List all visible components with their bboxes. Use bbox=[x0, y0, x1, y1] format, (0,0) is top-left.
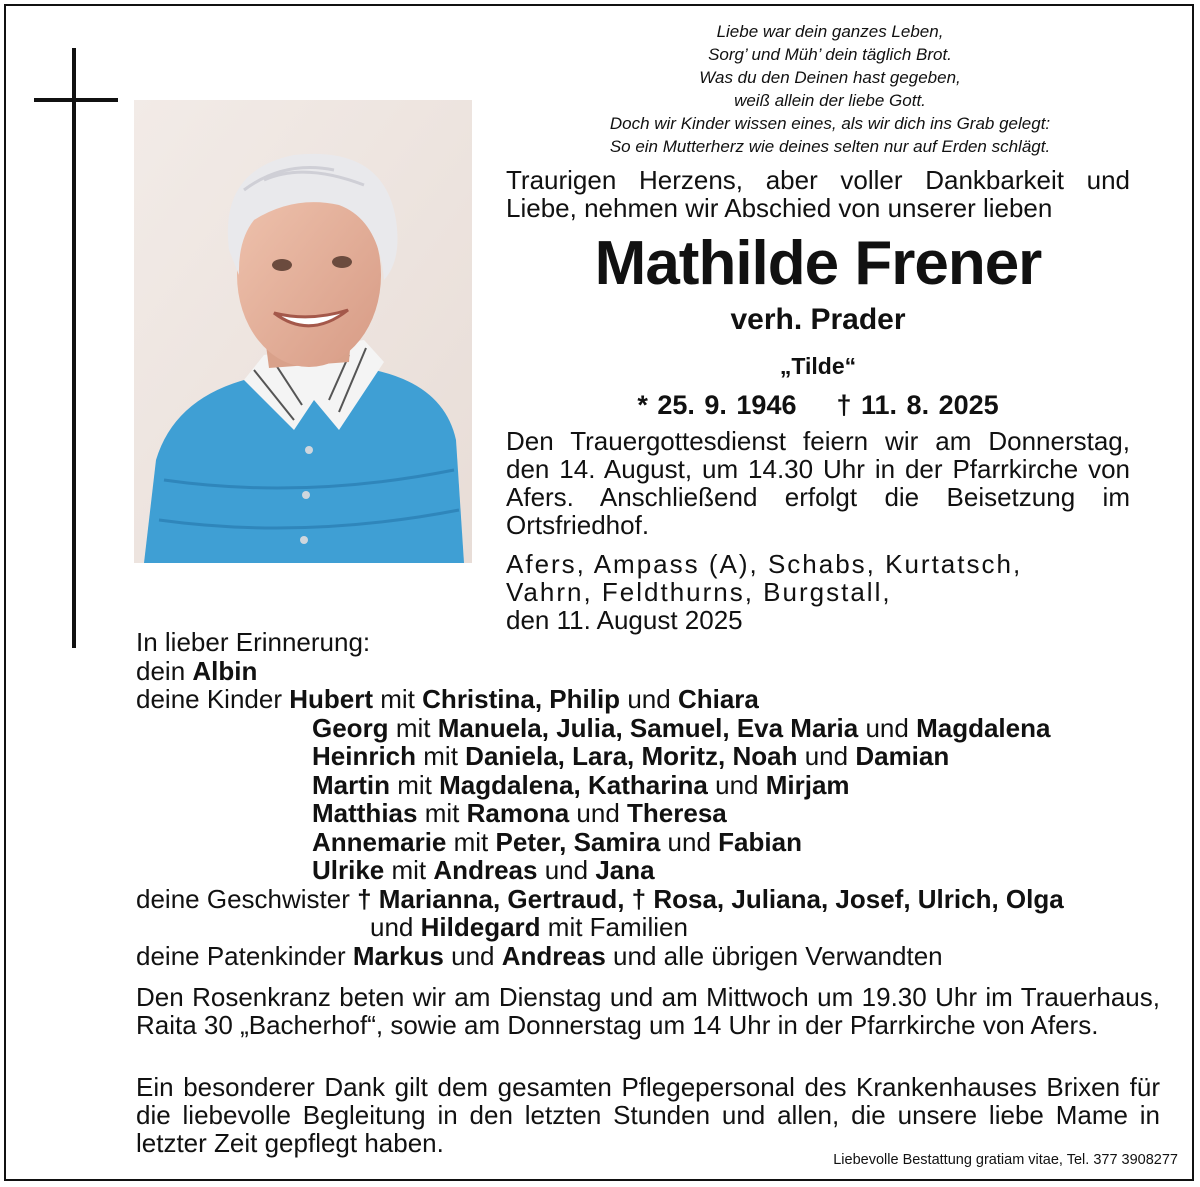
connector: und bbox=[451, 940, 495, 971]
places bbox=[506, 550, 1130, 606]
connector: mit bbox=[380, 684, 415, 714]
birth-date: * 25. 9. 1946 bbox=[637, 390, 797, 420]
intro-text bbox=[506, 166, 1130, 222]
connector: mit bbox=[423, 741, 458, 771]
grandchildren: Daniela, Lara, Moritz, Noah bbox=[465, 741, 798, 771]
grandchild: Magdalena bbox=[916, 712, 1051, 743]
godchild-name: Andreas bbox=[501, 940, 606, 971]
grandchild: Chiara bbox=[677, 684, 759, 714]
child-name: Matthias bbox=[312, 798, 418, 828]
child-name: Heinrich bbox=[312, 741, 417, 771]
siblings-suffix: mit Familien bbox=[547, 912, 688, 942]
grandchildren: Peter, Samira bbox=[495, 826, 661, 857]
rosary-text: Den Rosenkranz beten wir am Dienstag und am Mittwoch um 19.30 Uhr im Trauerhaus, Raita 30 „Bacherhof“, sowie am Donnerstag um 14 Uhr in der Pfarrkirche von Afers. bbox=[136, 982, 1160, 1040]
portrait-photo bbox=[134, 100, 472, 563]
connector: und bbox=[544, 855, 589, 885]
thanks-text: Ein besonderer Dank gilt dem gesamten Pflegepersonal des Krankenhauses Brixen für die liebevolle Begleitung in den letzten Stunden und allen, die unsere liebe Mame in letzter Zeit gepflegt haben. bbox=[136, 1072, 1160, 1158]
children-row bbox=[136, 799, 1166, 828]
cross-icon bbox=[72, 48, 76, 648]
poem bbox=[500, 20, 1160, 158]
grandchildren: Andreas bbox=[433, 855, 538, 885]
child-name: Ulrike bbox=[312, 855, 385, 885]
cross-icon-bar bbox=[34, 98, 118, 102]
death-date: † 11. 8. 2025 bbox=[836, 390, 999, 420]
connector: mit bbox=[395, 712, 431, 743]
connector: und bbox=[804, 741, 849, 771]
child-name: Annemarie bbox=[312, 826, 447, 857]
poem-line: Liebe war dein ganzes Leben, bbox=[716, 22, 944, 41]
child-name: Hubert bbox=[289, 684, 374, 714]
grandchild: Mirjam bbox=[765, 769, 850, 800]
nickname: „Tilde“ bbox=[779, 353, 857, 379]
grandchild: Damian bbox=[855, 741, 950, 771]
connector: mit bbox=[424, 798, 460, 828]
notice-date: den 11. August 2025 bbox=[506, 605, 743, 635]
connector: mit bbox=[397, 769, 432, 800]
poem-line: Was du den Deinen hast gegeben, bbox=[699, 68, 961, 87]
children-row bbox=[136, 771, 1166, 800]
husband-name: Albin bbox=[192, 655, 258, 686]
places-line: Afers, Ampass (A), Schabs, Kurtatsch, bbox=[506, 549, 1023, 579]
connector: und bbox=[370, 912, 414, 942]
connector: und bbox=[627, 684, 671, 714]
deceased-name: Mathilde Frener bbox=[594, 229, 1042, 298]
poem-line: Sorg’ und Müh’ dein täglich Brot. bbox=[708, 45, 952, 64]
grandchildren: Ramona bbox=[466, 798, 570, 828]
husband-prefix: dein bbox=[136, 655, 186, 686]
siblings-row bbox=[136, 913, 1166, 942]
child-name: Georg bbox=[312, 712, 389, 743]
godchildren-prefix: deine Patenkinder bbox=[136, 940, 346, 971]
grandchildren: Christina, Philip bbox=[422, 684, 621, 714]
children-row bbox=[136, 742, 1166, 771]
connector: und bbox=[715, 769, 759, 800]
grandchildren: Magdalena, Katharina bbox=[439, 769, 708, 800]
child-name: Martin bbox=[312, 769, 390, 800]
family-list bbox=[136, 628, 1166, 970]
family-heading: In lieber Erinnerung: bbox=[136, 627, 371, 657]
poem-line: So ein Mutterherz wie deines selten nur auf Erden schlägt. bbox=[609, 137, 1051, 156]
children-row bbox=[136, 828, 1166, 857]
siblings-names: † Marianna, Gertraud, † Rosa, Juliana, Josef, Ulrich, Olga bbox=[357, 883, 1064, 914]
funeral-home-footer: Liebevolle Bestattung gratiam vitae, Tel. 377 3908277 bbox=[833, 1152, 1178, 1168]
children-prefix: deine Kinder bbox=[136, 684, 282, 714]
grandchildren: Manuela, Julia, Samuel, Eva Maria bbox=[437, 712, 859, 743]
places-line: Vahrn, Feldthurns, Burgstall, bbox=[506, 577, 892, 607]
children-row bbox=[136, 685, 1166, 714]
connector: und bbox=[667, 826, 711, 857]
godchildren-suffix: und alle übrigen Verwandten bbox=[613, 940, 943, 971]
connector: mit bbox=[391, 855, 427, 885]
married-name: verh. Prader bbox=[730, 303, 906, 336]
siblings-prefix: deine Geschwister bbox=[136, 883, 350, 914]
service-text: Den Trauergottesdienst feiern wir am Donnerstag, den 14. August, um 14.30 Uhr in der Pfarrkirche von Afers. Anschließend erfolgt die Beisetzung im Ortsfriedhof. bbox=[506, 426, 1130, 540]
godchild-name: Markus bbox=[352, 940, 444, 971]
connector: und bbox=[865, 712, 909, 743]
grandchild: Theresa bbox=[627, 798, 727, 828]
connector: mit bbox=[453, 826, 489, 857]
sibling-name: Hildegard bbox=[420, 912, 541, 942]
poem-line: Doch wir Kinder wissen eines, als wir dich ins Grab gelegt: bbox=[609, 114, 1051, 133]
intro-line: Traurigen Herzens, aber voller Dankbarkeit und bbox=[506, 165, 1130, 195]
grandchild: Jana bbox=[595, 855, 655, 885]
husband-row bbox=[136, 657, 1166, 686]
poem-line: weiß allein der liebe Gott. bbox=[734, 91, 926, 110]
godchildren-row bbox=[136, 942, 1166, 971]
siblings-row bbox=[136, 885, 1166, 914]
children-row bbox=[136, 856, 1166, 885]
children-row bbox=[136, 714, 1166, 743]
connector: und bbox=[576, 798, 620, 828]
grandchild: Fabian bbox=[718, 826, 802, 857]
intro-line: Liebe, nehmen wir Abschied von unserer lieben bbox=[506, 193, 1053, 223]
life-dates bbox=[506, 388, 1130, 422]
